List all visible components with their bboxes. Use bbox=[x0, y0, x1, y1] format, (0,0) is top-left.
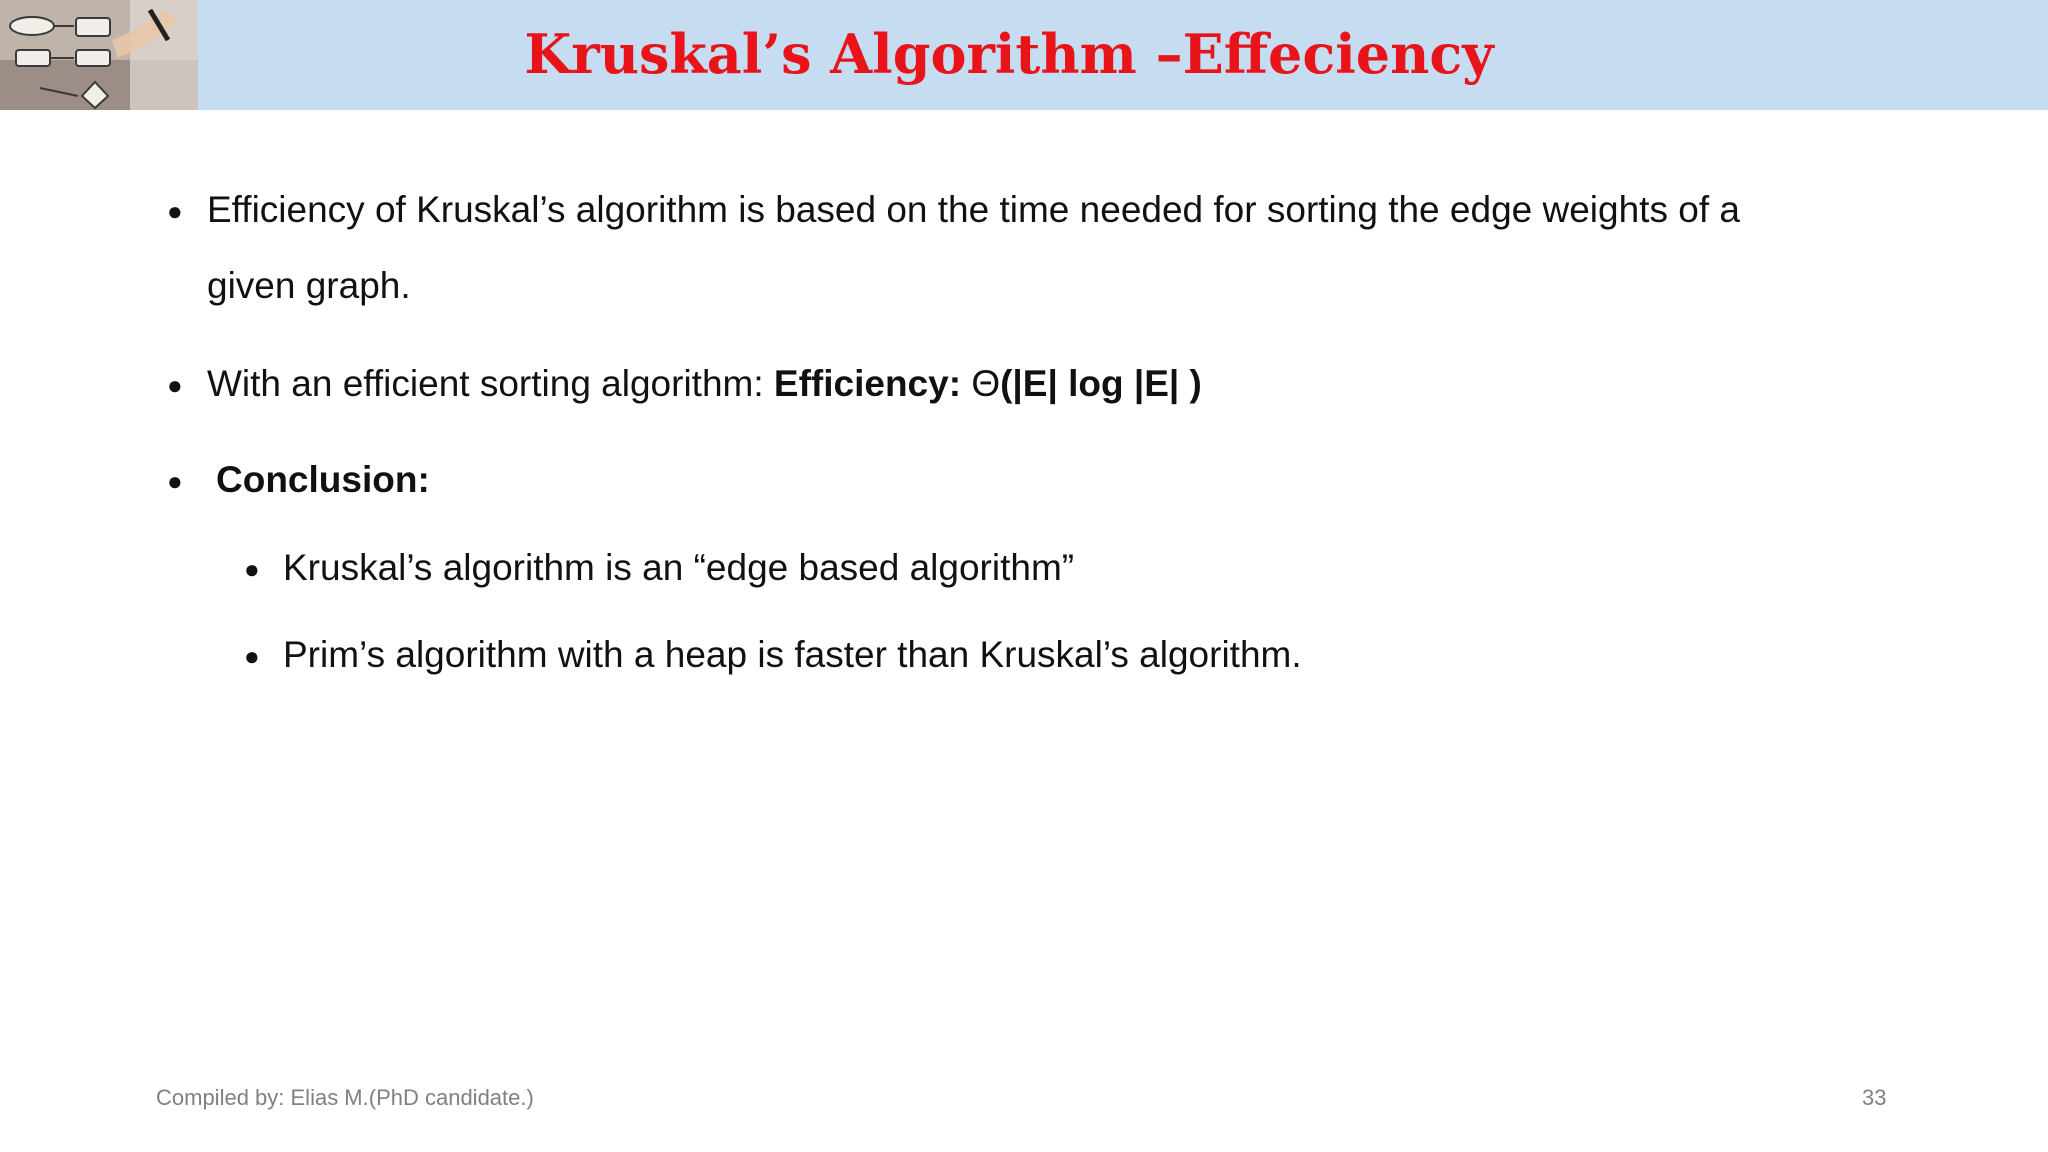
sub-bullet-dot-icon: ● bbox=[244, 641, 260, 671]
bullet-2-theta: Θ bbox=[971, 363, 1001, 404]
bullet-2-line bbox=[207, 360, 1202, 408]
bullet-3-conclusion-label: Conclusion: bbox=[216, 459, 430, 500]
footer-author: Compiled by: Elias M.(PhD candidate.) bbox=[156, 1085, 534, 1110]
sub-bullet-1: Kruskal’s algorithm is an “edge based algorithm” bbox=[283, 547, 1075, 588]
bullet-2-formula: (|E| log |E| ) bbox=[1000, 363, 1202, 404]
bullet-dot-icon: ● bbox=[167, 196, 183, 226]
sub-bullet-2: Prim’s algorithm with a heap is faster than Kruskal’s algorithm. bbox=[283, 634, 1302, 675]
slide-title bbox=[0, 14, 2048, 94]
bullet-2-prefix: With an efficient sorting algorithm: bbox=[207, 363, 774, 404]
bullet-1-line-1: Efficiency of Kruskal’s algorithm is based on the time needed for sorting the edge weights of a bbox=[207, 189, 1740, 230]
bullet-2-efficiency-label: Efficiency: bbox=[773, 363, 972, 404]
bullet-1-line-2: given graph. bbox=[207, 265, 411, 306]
sub-bullet-dot-icon: ● bbox=[244, 554, 260, 584]
bullet-dot-icon: ● bbox=[167, 370, 183, 400]
footer-page-number: 33 bbox=[1862, 1085, 1887, 1110]
bullet-dot-icon: ● bbox=[167, 466, 183, 496]
slide-title-text: Kruskal’s Algorithm –Effeciency bbox=[524, 22, 1494, 86]
